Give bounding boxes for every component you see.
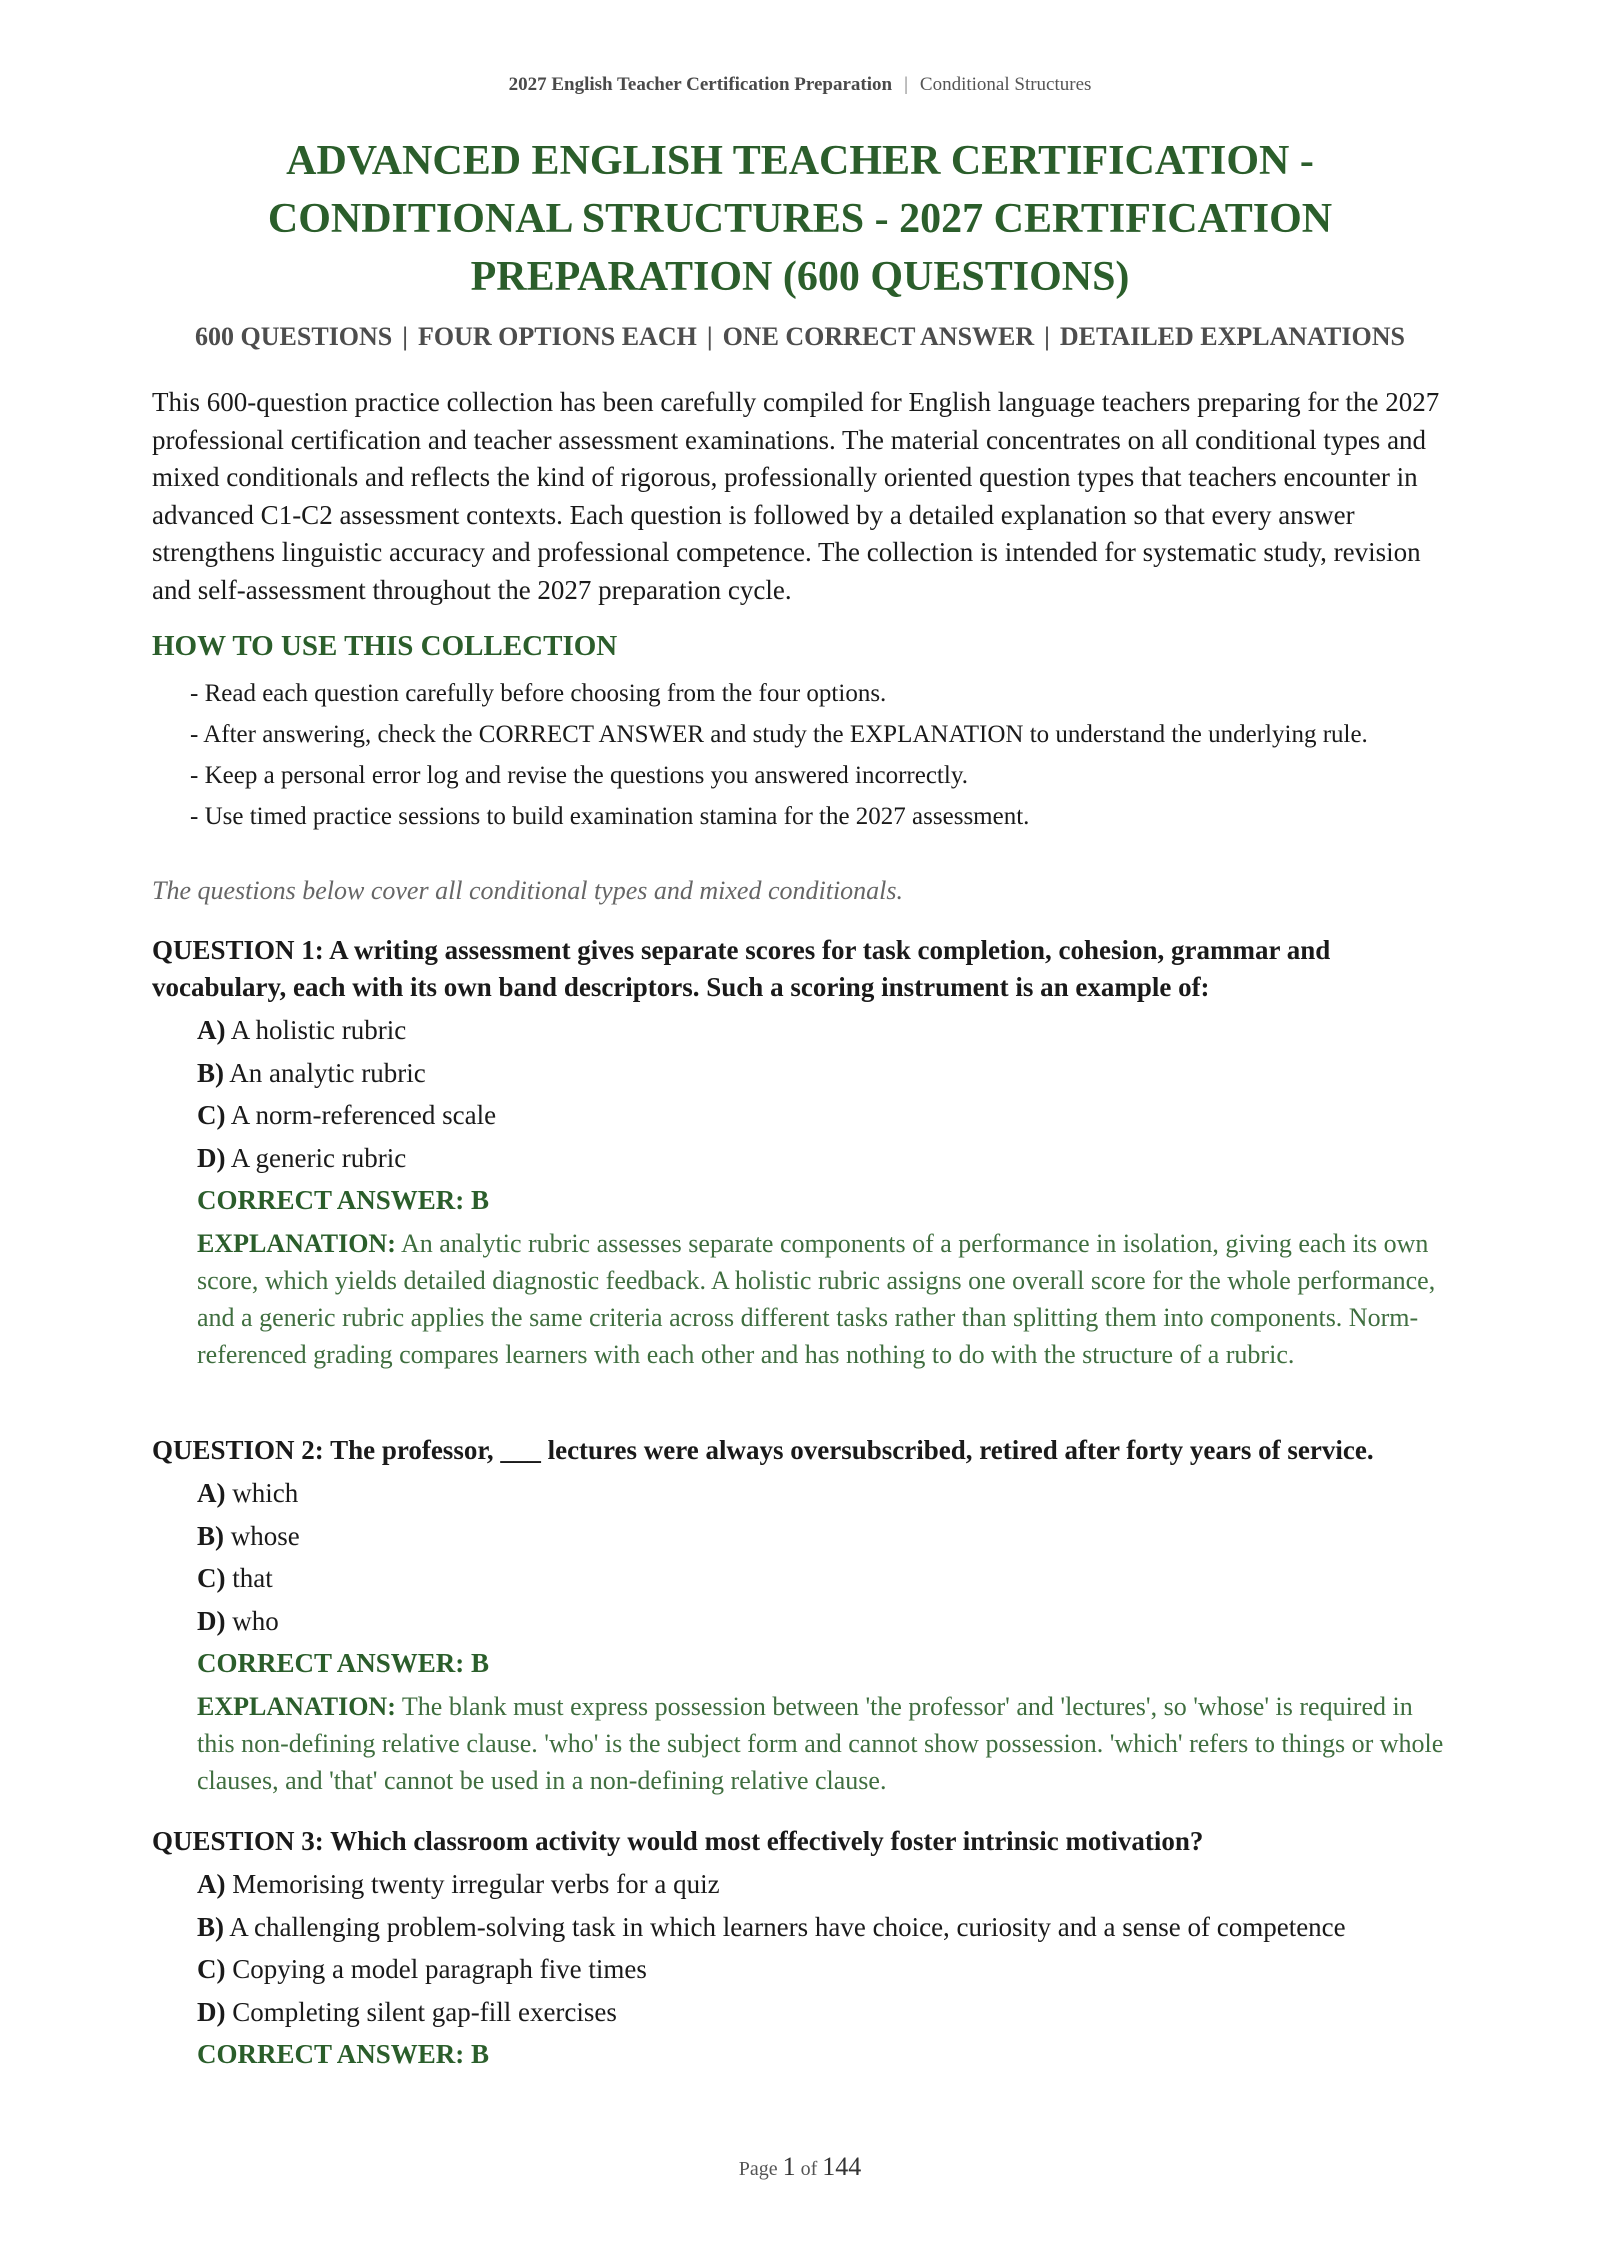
option-text: Copying a model paragraph five times: [232, 1954, 647, 1984]
option-text: A generic rubric: [230, 1142, 407, 1173]
options-list: [152, 1475, 1452, 1640]
option-text: An analytic rubric: [229, 1057, 426, 1088]
how-to-heading: HOW TO USE THIS COLLECTION: [152, 630, 618, 662]
option-letter: B): [197, 1520, 224, 1551]
explanation-label: EXPLANATION:: [197, 1229, 396, 1258]
option-c: [197, 1951, 1452, 1988]
option-d: [197, 1603, 1452, 1640]
question-label: QUESTION 3:: [152, 1826, 324, 1856]
how-to-item: - Read each question carefully before choosing from the four options.: [190, 680, 887, 707]
subtitle-separator: |: [1044, 322, 1050, 351]
how-to-item: - Keep a personal error log and revise the questions you answered incorrectly.: [190, 762, 968, 789]
option-letter: A): [197, 1869, 226, 1899]
explanation: [152, 1225, 1447, 1373]
question-label: QUESTION 1:: [152, 935, 324, 965]
option-d: [197, 1140, 1452, 1177]
subtitle-separator: |: [402, 322, 409, 351]
running-header: [0, 74, 1600, 96]
footer-page-word: Page: [738, 2158, 778, 2180]
option-b: [197, 1055, 1452, 1092]
option-text: whose: [230, 1520, 300, 1551]
explanation-text: The blank must express possession between 'the professor' and 'lectures', so 'whose' is required in this non-defining relative clause. 'who' is the subject form and cannot show possession. 'which' refers to things or whole clauses, and 'that' cannot be used in a non-defining relative clause.: [197, 1692, 1444, 1795]
header-left-text: 2027 English Teacher Certification Preparation: [508, 74, 893, 95]
option-text: A norm-referenced scale: [230, 1100, 497, 1130]
correct-answer: CORRECT ANSWER: B: [197, 1648, 490, 1678]
option-a: [197, 1475, 1452, 1512]
document-subtitle: [0, 322, 1600, 352]
explanation-label: EXPLANATION:: [197, 1692, 396, 1721]
header-right-text: Conditional Structures: [919, 74, 1092, 95]
option-letter: B): [197, 1911, 224, 1942]
how-to-list: [190, 676, 1430, 840]
option-text: who: [232, 1605, 279, 1636]
question-block-2: [152, 1432, 1452, 1799]
document-title: ADVANCED ENGLISH TEACHER CERTIFICATION - CONDITIONAL STRUCTURES - 2027 CERTIFICATION PREPARATION (600 QUESTIONS): [267, 138, 1333, 300]
question-block-1: [152, 932, 1452, 1373]
option-letter: D): [197, 1142, 226, 1173]
correct-answer: CORRECT ANSWER: B: [197, 1185, 490, 1215]
footer-total-pages: 144: [822, 2152, 862, 2181]
options-list: [152, 1012, 1452, 1177]
option-text: Completing silent gap-fill exercises: [232, 1996, 617, 2027]
option-text: that: [232, 1563, 273, 1593]
option-text: A holistic rubric: [230, 1015, 407, 1045]
option-letter: A): [197, 1015, 226, 1045]
question-text: [152, 932, 1452, 1006]
option-a: [197, 1012, 1452, 1049]
option-letter: C): [197, 1954, 226, 1984]
subtitle-item: ONE CORRECT ANSWER: [722, 322, 1035, 351]
subtitle-item: FOUR OPTIONS EACH: [418, 322, 697, 351]
correct-answer: CORRECT ANSWER: B: [197, 2039, 490, 2069]
option-b: [197, 1518, 1452, 1555]
question-text: [152, 1432, 1452, 1469]
option-letter: D): [197, 1996, 226, 2027]
options-list: [152, 1866, 1452, 2031]
footer-of-word: of: [800, 2158, 818, 2180]
option-letter: C): [197, 1563, 226, 1593]
option-letter: D): [197, 1605, 226, 1636]
intro-paragraph: This 600-question practice collection has been carefully compiled for English language teachers preparing for the 2027 professional certification and teacher assessment examinations. The material concentrates on all conditional types and mixed conditionals and reflects the kind of rigorous, professionally oriented question types that teachers encounter in advanced C1-C2 assessment contexts. Each question is followed by a detailed explanation so that every answer strengthens linguistic accuracy and professional competence. The collection is intended for systematic study, revision and self-assessment throughout the 2027 preparation cycle.: [152, 387, 1440, 605]
subtitle-separator: |: [706, 322, 713, 351]
question-stem: The professor, ___ lectures were always oversubscribed, retired after forty years of service.: [330, 1435, 1374, 1465]
question-stem: Which classroom activity would most effectively foster intrinsic motivation?: [330, 1826, 1204, 1856]
option-a: [197, 1866, 1452, 1903]
option-text: A challenging problem-solving task in which learners have choice, curiosity and a sense of competence: [229, 1911, 1346, 1942]
option-text: which: [232, 1478, 299, 1508]
option-letter: B): [197, 1057, 224, 1088]
how-to-item: - Use timed practice sessions to build examination stamina for the 2027 assessment.: [190, 803, 1030, 830]
explanation: [152, 1688, 1447, 1799]
option-letter: C): [197, 1100, 226, 1130]
option-text: Memorising twenty irregular verbs for a quiz: [232, 1869, 720, 1899]
coverage-note: The questions below cover all conditional types and mixed conditionals.: [152, 876, 904, 905]
option-letter: A): [197, 1478, 226, 1508]
option-b: [197, 1909, 1452, 1946]
how-to-item: - After answering, check the CORRECT ANSWER and study the EXPLANATION to understand the underlying rule.: [190, 721, 1368, 748]
option-c: [197, 1560, 1452, 1597]
question-text: [152, 1823, 1452, 1860]
header-separator: |: [904, 74, 908, 95]
subtitle-item: DETAILED EXPLANATIONS: [1059, 322, 1405, 351]
option-d: [197, 1994, 1452, 2031]
question-stem: A writing assessment gives separate scores for task completion, cohesion, grammar and vocabulary, each with its own band descriptors. Such a scoring instrument is an example of:: [152, 935, 1331, 1002]
question-label: QUESTION 2:: [152, 1435, 324, 1465]
page-footer: [0, 2152, 1600, 2182]
footer-current-page: 1: [782, 2152, 796, 2181]
explanation-text: An analytic rubric assesses separate components of a performance in isolation, giving each its own score, which yields detailed diagnostic feedback. A holistic rubric assigns one overall score for the whole performance, and a generic rubric applies the same criteria across different tasks rather than splitting them into components. Norm-referenced grading compares learners with each other and has nothing to do with the structure of a rubric.: [197, 1229, 1436, 1369]
subtitle-item: 600 QUESTIONS: [195, 322, 393, 351]
question-block-3: [152, 1823, 1452, 2073]
option-c: [197, 1097, 1452, 1134]
